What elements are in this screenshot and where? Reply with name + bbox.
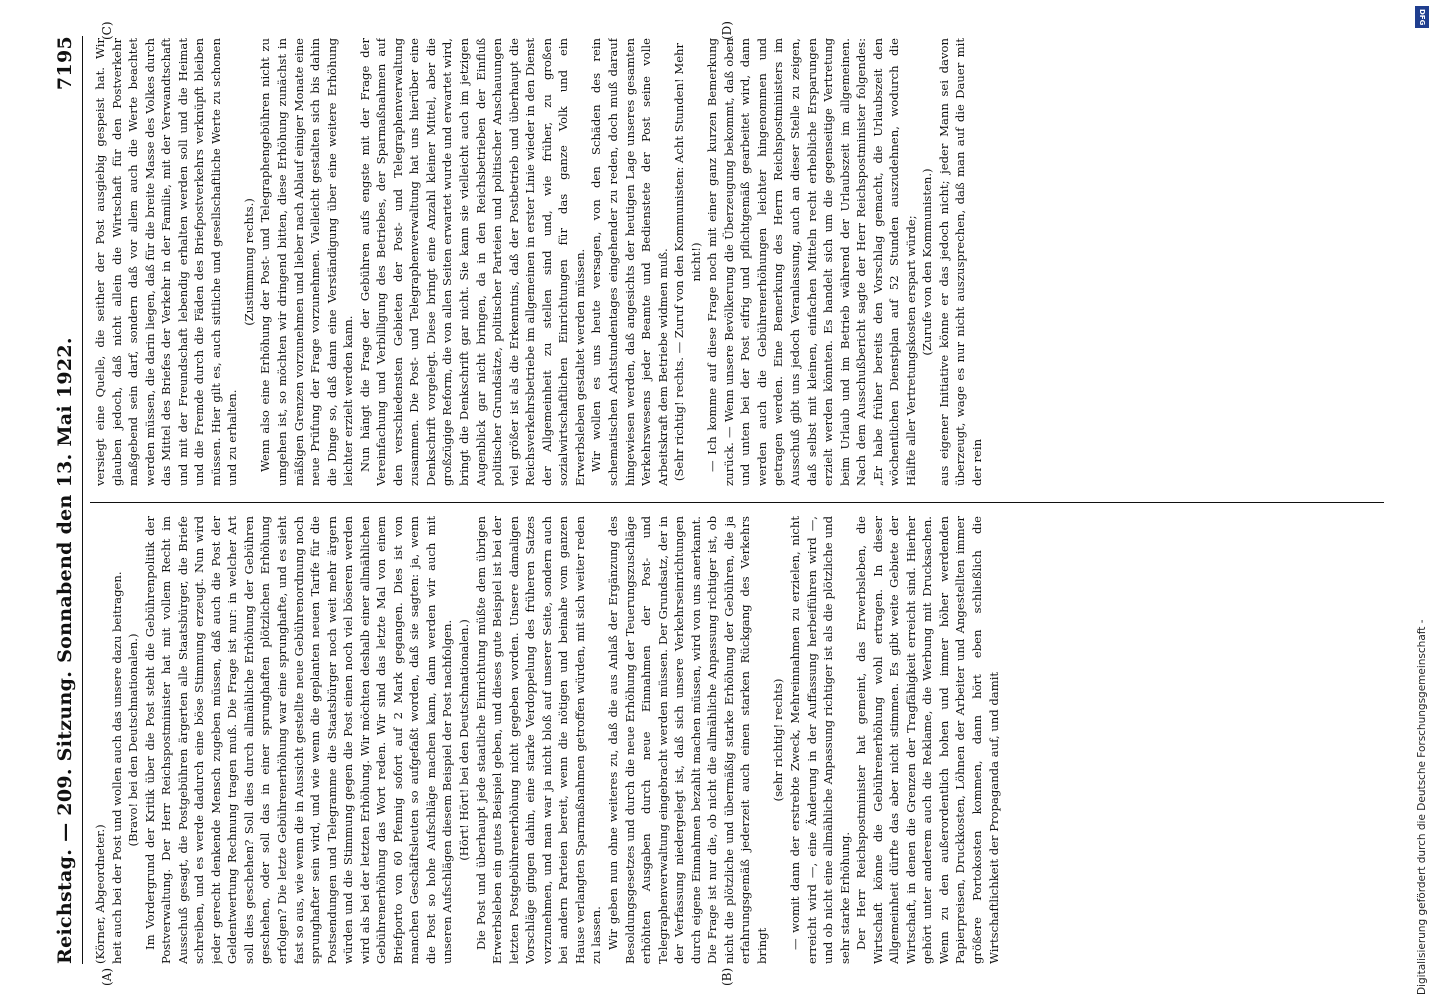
paragraph: versiegt eine Quelle, die seither der Post ausgiebig gespeist hat. Wir glauben jedoch, daß nicht allein die Wirtschaft für den Postverkehr maßgebend sein darf, sondern daß vor allem auch die Werte beachtet werden müssen, die darin liegen, daß für die breite Masse des Volkes durch das Mittel des Briefes der Verkehr in der Familie, mit der Verwandtschaft und mit der Freundschaft lebendig erhalten werden soll und die Heimat und die Fremde durch die Fäden des Briefpostverkehrs verknüpft bleiben müssen. Hier gilt es, auch sittliche und gesellschaftliche Werte zu schonen und zu erhalten.	[93, 38, 240, 486]
margin-marker-b: (B)	[720, 967, 734, 986]
paragraph: heit auch bei der Post und wollen auch das unsere dazu beitragen.	[109, 571, 124, 964]
dfg-logo: DFG	[1415, 6, 1429, 28]
paragraph: — Ich komme auf diese Frage noch mit einer ganz kurzen Bemerkung zurück. — Wenn unsere Bevölkerung die Überzeugung bekommt, daß oben und unten bei der Post eifrig und pflichtgemäß gearbeitet wird, dann werden auch die Gebührenerhöhungen leichter hingenommen und getragen werden. Eine Bemerkung des Herrn Reichspostministers im Ausschuß gibt uns jedoch Veranlassung, auch an dieser Stelle zu zeigen, daß selbst mit kleinen, einfachen Mitteln recht erhebliche Ersparungen erzielt werden könnten. Es handelt sich um die gegenseitige Vertretung beim Urlaub und im Betrieb während der Urlaubszeit im allgemeinen. Nach dem Ausschußbericht sagte der Herr Reichspostminister folgendes: „Er habe früher bereits den Vorschlag gemacht, die Urlaubszeit den wöchentlichen Dienstplan auf 52 Stunden auszudehnen, wodurch die Hälfte aller Vertretungskosten erspart würde;	[705, 38, 918, 486]
left-text-column	[92, 516, 1382, 964]
paragraph: Der Herr Reichspostminister hat gemeint, das Erwerbsleben, die Wirtschaft könne die Gebührenerhöhung wohl ertragen. In dieser Allgemeinheit dürfte das aber nicht stimmen. Es gibt weite Gebiete der Wirtschaft, in denen die Grenzen der Tragfähigkeit erreicht sind. Hierher gehört unter anderem auch die Reklame, die Werbung mit Drucksachen. Wenn zu den außerordentlich hohen und immer höher werdenden Papierpreisen, Druckkosten, Löhnen der Arbeiter und Angestellten immer größere Portokosten kommen, dann hört eben schließlich die Wirtschaftlichkeit der Propaganda auf, und damit	[854, 516, 1001, 964]
header-date: Sonnabend den 13. Mai 1922.	[54, 337, 76, 663]
margin-marker-d: (D)	[720, 21, 734, 40]
page-number: 7195	[54, 36, 76, 91]
column-divider	[90, 502, 1384, 503]
paragraph: Wir wollen es uns heute versagen, von den Schäden des rein schematischen Achtstundentages eingehender zu reden, doch muß darauf hingewiesen werden, daß angesichts der heutigen Lage unseres gesamten Verkehrswesens jeder Beamte und Bedienstete der Post seine volle Arbeitskraft dem Betriebe widmen muß.	[589, 38, 670, 486]
margin-marker-c: (C)	[100, 21, 114, 40]
header-title: Reichstag. — 209. Sitzung.	[54, 670, 76, 964]
paragraph: Nun hängt die Frage der Gebühren aufs engste mit der Frage der Vereinfachung und Verbilligung des Betriebes, der Sparmaßnahmen auf den verschiedensten Gebieten der Post- und Telegraphenverwaltung zusammen. Die Post- und Telegraphenverwaltung hat uns hierüber eine Denkschrift vorgelegt. Diese bringt eine Anzahl kleiner Mittel, aber die großzügige Reform, die von allen Seiten erwartet wurde und erwartet wird, bringt die Denkschrift gar nicht. Sie kann sie vielleicht auch im jetzigen Augenblick gar nicht bringen, da in den Reichsbetrieben der Einfluß politischer Grundsätze, politischer Parteien und politischer Anschauungen viel größer ist als die Erkenntnis, daß der Postbetrieb und überhaupt die Reichsverkehrsbetriebe im allgemeinen in erster Linie wieder in den Dienst der Allgemeinheit zu stellen sind und, wie früher, zu großen sozialwirtschaftlichen Einrichtungen für das ganze Volk und ein Erwerbsleben gestaltet werden müssen.	[357, 38, 587, 486]
paragraph: (Körner, Abgeordneter.)	[93, 824, 107, 964]
margin-marker-a: (A)	[100, 967, 114, 986]
paragraph: (Zustimmung rechts.)	[241, 198, 256, 326]
paragraph: Die Post und überhaupt jede staatliche Einrichtung müßte dem übrigen Erwerbsleben ein gutes Beispiel geben, und dieses gute Beispiel ist bei der letzten Postgebührenerhöhung nicht gegeben worden. Unsere damaligen Vorschläge gingen dahin, eine starke Verdoppelung des früheren Satzes vorzunehmen, und man war ja nicht bloß auf unserer Seite, sondern auch bei andern Parteien bereit, wenn die nötigen und beinahe vom ganzen Hause verlangten Sparmaßnahmen getroffen würden, mit sich weiter reden zu lassen.	[473, 516, 604, 964]
paragraph: (Sehr richtig! rechts. — Zuruf von den Kommunisten: Acht Stunden! Mehr nicht!)	[672, 42, 703, 482]
right-text-column	[92, 38, 1382, 486]
paragraph: Im Vordergrund der Kritik über die Post steht die Gebührenpolitik der Postverwaltung. Der Herr Reichspostminister hat mit vollem Recht im Ausschuß gesagt, die Postgebühren ärgerten alle Staatsbürger, die Briefe schreiben, und es werde dadurch eine böse Stimmung erzeugt. Nun wird jeder gerecht denkende Mensch zugeben müssen, daß auch die Post der Geldentwertung Rechnung tragen muß. Die Frage ist nur: in welcher Art soll dies geschehen? Soll dies durch allmähliche Erhöhung der Gebühren geschehen, oder soll das in einer sprunghaften plötzlichen Erhöhung erfolgen? Die letzte Gebührenerhöhung war eine sprunghafte, und es sieht fast so aus, wie wenn die in Aussicht gestellte neue Gebührenordnung noch sprunghafter sein wird, und wie wenn die geplanten neuen Tarife für die Postsendungen und Telegramme die Staatsbürger noch weit mehr ärgern würden und die Stimmung gegen die Post einen noch viel böseren werden wird als bei der letzten Erhöhung. Wir möchten deshalb einer allmählichen Gebührenerhöhung das Wort reden. Wir sind das letzte Mal von einem Briefporto von 60 Pfennig sofort auf 2 Mark gegangen. Dies ist von manchen Geschäftsleuten so aufgefaßt worden, daß sie sagten: ja, wenn die Post so hohe Aufschläge machen kann, dann werden wir auch mit unseren Aufschlägen diesem Beispiel der Post nachfolgen.	[142, 516, 455, 964]
paragraph: Wir geben nun ohne weiteres zu, daß die aus Anlaß der Ergänzung des Besoldungsgesetzes und durch die neue Erhöhung der Teuerungszuschläge erhöhten Ausgaben durch neue Einnahmen der Post- und Telegraphenverwaltung eingebracht werden müssen. Der Grundsatz, der in der Verfassung niedergelegt ist, daß sich unsere Verkehrseinrichtungen durch eigene Einnahmen bezahlt machen müssen, wird von uns anerkannt. Die Frage ist nur die, ob nicht die allmähliche Anpassung richtiger ist, ob nicht die plötzliche und übermäßig starke Erhöhung der Gebühren, die ja erfahrungsgemäß jederzeit auch einen starken Rückgang des Verkehrs bringt	[605, 516, 769, 964]
paragraph: (Bravo! bei den Deutschnationalen.)	[126, 633, 141, 847]
paragraph: Wenn also eine Erhöhung der Post- und Telegraphengebühren nicht zu umgehen ist, so möchten wir dringend bitten, diese Erhöhung zunächst in mäßigen Grenzen vorzunehmen und lieber nach Ablauf einiger Monate eine neue Prüfung der Frage vorzunehmen. Vielleicht gestalten sich bis dahin die Dinge so, daß dann eine Verständigung über eine weitere Erhöhung leichter erzielt werden kann.	[258, 38, 356, 486]
digitization-sidebar	[1412, 0, 1434, 1000]
paragraph: — womit dann der erstrebte Zweck, Mehreinnahmen zu erzielen, nicht erreicht wird —, eine Änderung in der Auffassung herbeiführen wird —, und ob nicht eine allmähliche Anpassung richtiger ist als die plötzliche und sehr starke Erhöhung.	[787, 516, 852, 964]
paragraph: (Zurufe von den Kommunisten.)	[920, 168, 935, 356]
paragraph: (Hört! Hört! bei den Deutschnationalen.)	[457, 619, 472, 861]
digitization-credit: Digitalisierung gefördert durch die Deutsche Forschungsgemeinschaft -	[1416, 619, 1428, 995]
header-rule	[82, 36, 83, 964]
paragraph: aus eigener Initiative könne er das jedoch nicht; jeder Mann sei davon überzeugt, wage es nur nicht auszusprechen, daß man auf die Dauer mit der rein	[936, 38, 984, 486]
paragraph: (sehr richtig! rechts)	[771, 678, 786, 802]
page-header	[54, 36, 80, 964]
